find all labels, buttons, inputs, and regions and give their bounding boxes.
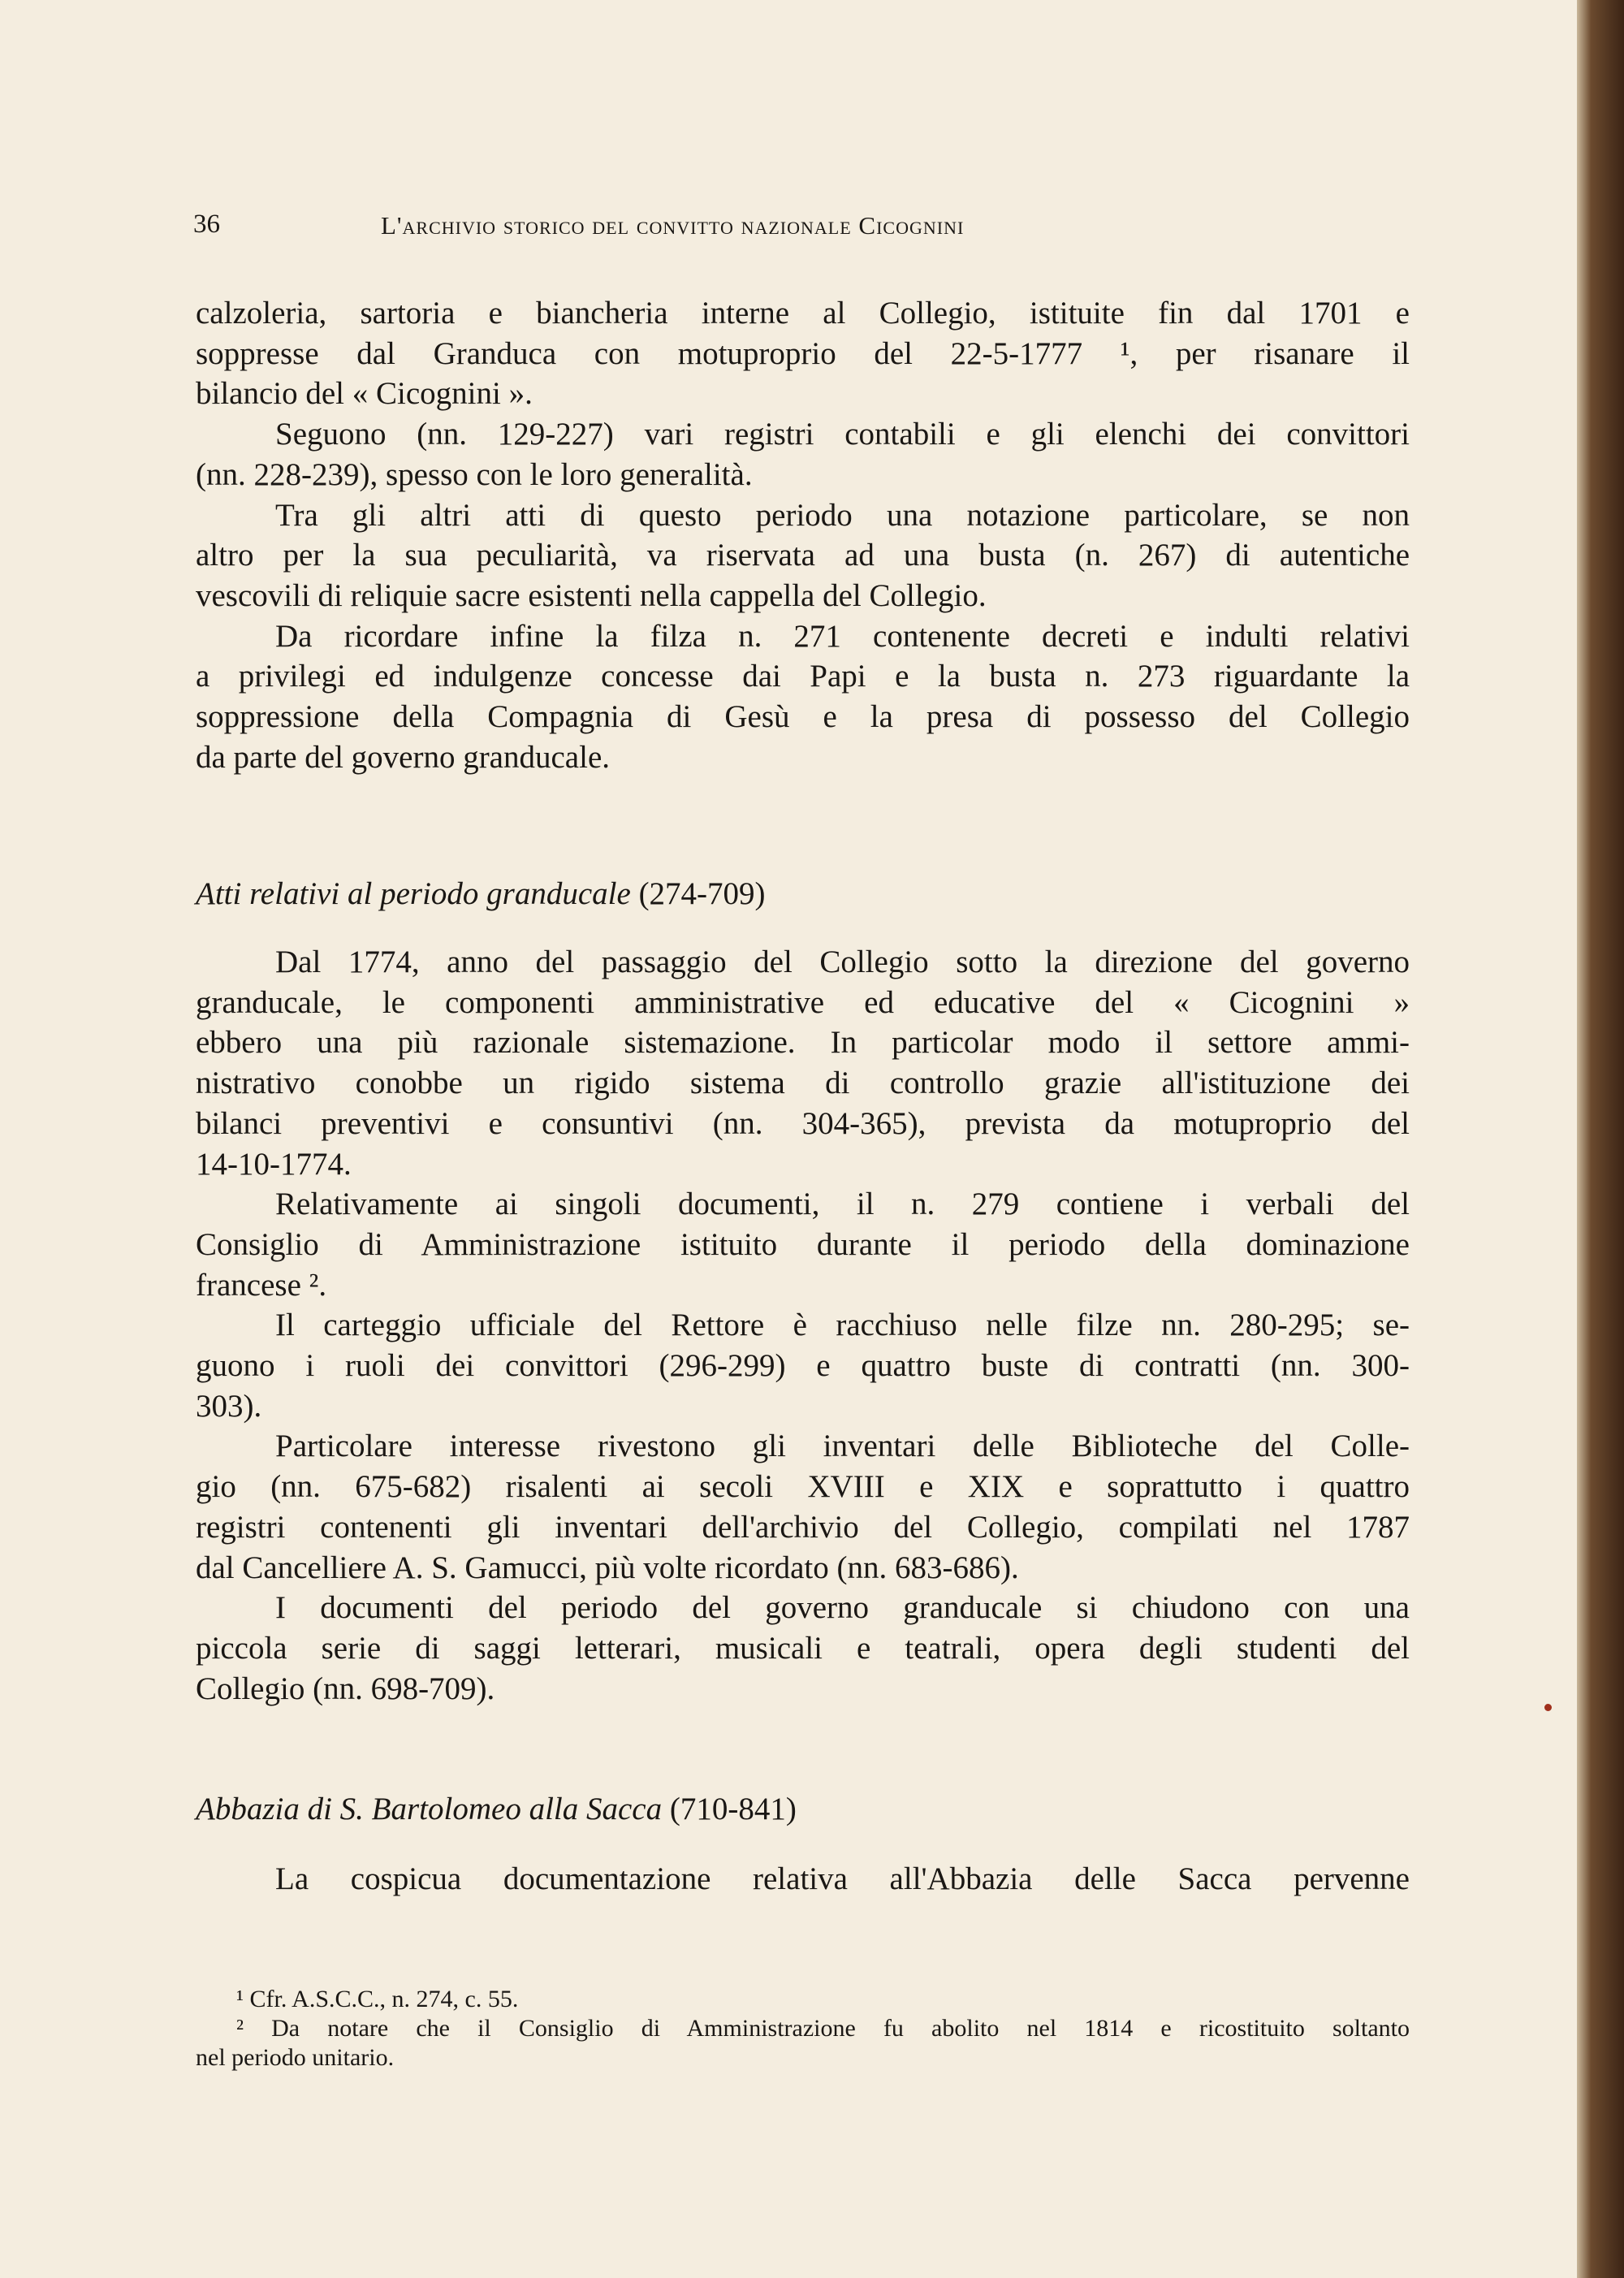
text-line: nistrativo conobbe un rigido sistema di controllo grazie all'istituzione dei bbox=[196, 1066, 1410, 1101]
text-line: a privilegi ed indulgenze concesse dai Papi e la busta n. 273 riguardante la bbox=[196, 659, 1410, 694]
text-line: bilancio del « Cicognini ». bbox=[196, 376, 533, 412]
section3-body bbox=[196, 1859, 1410, 1900]
text-line: dal Cancelliere A. S. Gamucci, più volte ricordato (nn. 683-686). bbox=[196, 1550, 1019, 1585]
footnote bbox=[196, 2014, 1410, 2073]
paragraph bbox=[196, 414, 1410, 495]
text-line: granducale, le componenti amministrative ed educative del « Cicognini » bbox=[196, 984, 1410, 1020]
heading-range: (274-709) bbox=[630, 876, 766, 911]
text-line: da parte del governo granducale. bbox=[196, 739, 611, 775]
text-line: altro per la sua peculiarità, va riservata ad una busta (n. 267) di autentiche bbox=[196, 538, 1410, 573]
section-heading-granducale bbox=[196, 874, 766, 914]
heading-title: Atti relativi al periodo granducale bbox=[196, 876, 631, 911]
text-line: bilanci preventivi e consuntivi (nn. 304-365), prevista da motuproprio del bbox=[196, 1105, 1410, 1141]
paragraph bbox=[196, 1588, 1410, 1709]
section1-body bbox=[196, 293, 1410, 777]
text-line: Dal 1774, anno del passaggio del Collegio sotto la direzione del governo bbox=[275, 944, 1410, 979]
text-line: gio (nn. 675-682) risalenti ai secoli XVIII e XIX e soprattutto i quattro bbox=[196, 1469, 1410, 1505]
heading-title: Abbazia di S. Bartolomeo alla Sacca bbox=[196, 1792, 663, 1826]
text-line: Consiglio di Amministrazione istituito durante il periodo della dominazione bbox=[196, 1226, 1410, 1262]
text-line: Relativamente ai singoli documenti, il n. 279 contiene i verbali del bbox=[275, 1187, 1410, 1222]
page-number: 36 bbox=[193, 210, 220, 239]
text-line: piccola serie di saggi letterari, musicali e teatrali, opera degli studenti del bbox=[196, 1630, 1410, 1666]
text-line: Particolare interesse rivestono gli inventari delle Biblioteche del Colle- bbox=[275, 1429, 1410, 1464]
text-line: soppresse dal Granduca con motuproprio del 22-5-1777 ¹, per risanare il bbox=[196, 335, 1410, 371]
text-line: ebbero una più razionale sistemazione. In particolar modo il settore ammi- bbox=[196, 1025, 1410, 1061]
text-line: 14-10-1774. bbox=[196, 1146, 352, 1182]
text-line: guono i ruoli dei convittori (296-299) e quattro buste di contratti (nn. 300- bbox=[196, 1348, 1410, 1384]
paragraph bbox=[196, 495, 1410, 616]
footnote bbox=[196, 1985, 1410, 2014]
section-heading-abbazia bbox=[196, 1789, 797, 1830]
text-line: Da ricordare infine la filza n. 271 contenente decreti e indulti relativi bbox=[275, 618, 1410, 654]
text-line: Seguono (nn. 129-227) vari registri contabili e gli elenchi dei convittori bbox=[275, 417, 1410, 452]
text-line: registri contenenti gli inventari dell'archivio del Collegio, compilati nel 1787 bbox=[196, 1509, 1410, 1545]
text-line: (nn. 228-239), spesso con le loro generalità. bbox=[196, 456, 753, 492]
paragraph bbox=[196, 942, 1410, 1184]
text-line: La cospicua documentazione relativa all'Abbazia delle Sacca pervenne bbox=[275, 1861, 1410, 1896]
text-line: nel periodo unitario. bbox=[196, 2044, 395, 2071]
section2-body bbox=[196, 942, 1410, 1709]
text-line: calzoleria, sartoria e biancheria interne al Collegio, istituite fin dal 1701 e bbox=[196, 296, 1410, 331]
ink-mark bbox=[1544, 1704, 1552, 1711]
text-line: ² Da notare che il Consiglio di Amministrazione fu abolito nel 1814 e ricostituito soltanto bbox=[236, 2015, 1410, 2042]
paragraph bbox=[196, 616, 1410, 778]
running-title: L'archivio storico del convitto nazionale Cicognini bbox=[381, 211, 965, 240]
paragraph bbox=[196, 1426, 1410, 1588]
text-line: 303). bbox=[196, 1388, 262, 1424]
text-line: ¹ Cfr. A.S.C.C., n. 274, c. 55. bbox=[236, 1986, 519, 2012]
paragraph bbox=[196, 293, 1410, 414]
paragraph bbox=[196, 1184, 1410, 1305]
text-line: Tra gli altri atti di questo periodo una notazione particolare, se non bbox=[275, 497, 1410, 533]
heading-range: (710-841) bbox=[662, 1792, 797, 1826]
text-line: francese ². bbox=[196, 1267, 327, 1303]
text-line: vescovili di reliquie sacre esistenti nella cappella del Collegio. bbox=[196, 577, 987, 613]
paragraph bbox=[196, 1305, 1410, 1426]
page-edge bbox=[1577, 0, 1624, 2278]
text-line: I documenti del periodo del governo granducale si chiudono con una bbox=[275, 1590, 1410, 1626]
text-line: Collegio (nn. 698-709). bbox=[196, 1671, 495, 1706]
paragraph bbox=[196, 1859, 1410, 1900]
text-line: soppressione della Compagnia di Gesù e la presa di possesso del Collegio bbox=[196, 699, 1410, 735]
footnotes bbox=[196, 1985, 1410, 2073]
text-line: Il carteggio ufficiale del Rettore è racchiuso nelle filze nn. 280-295; se- bbox=[275, 1308, 1410, 1343]
